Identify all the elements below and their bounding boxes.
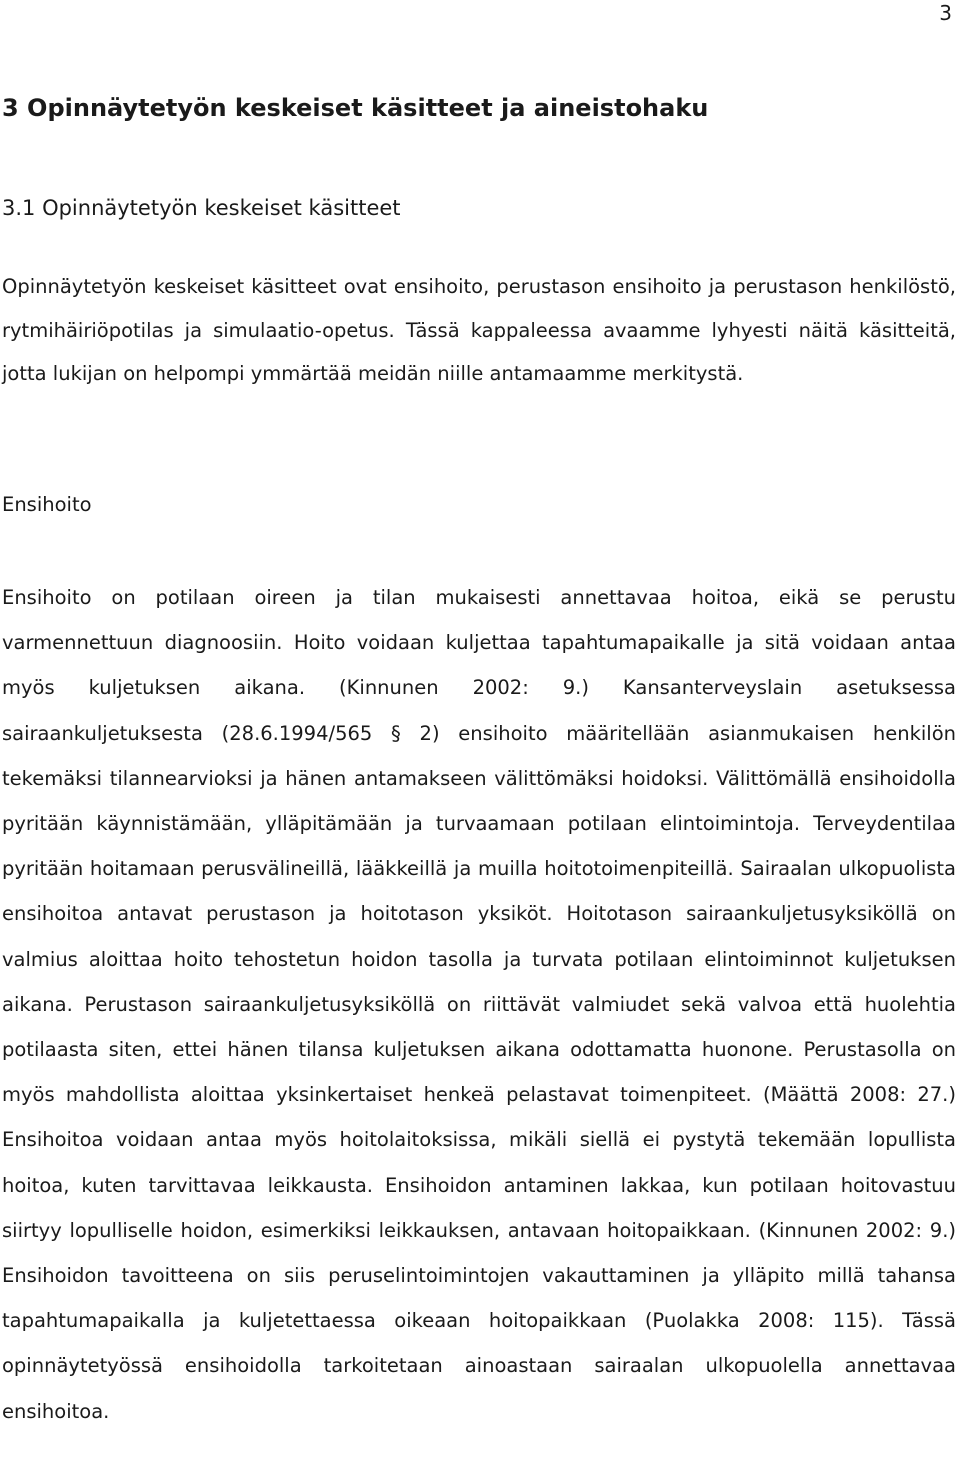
ensihoito-paragraph: Ensihoito on potilaan oireen ja tilan mukaisesti annettavaa hoitoa, eikä se perustu varmennettuun diagnoosiin. Hoito voidaan kuljettaa tapahtumapaikalle ja sitä voidaan antaa myös kuljetuksen aikana. (Kinnunen 2002: 9.) Kansanterveyslain asetuksessa sairaankuljetuksesta (28.6.1994/565 § 2) ensihoito määritellään asianmukaisen henkilön tekemäksi tilannearvioksi ja hänen antamakseen välittömäksi hoidoksi. Välittömällä ensihoidolla pyritään käynnistämään, ylläpitämään ja turvaamaan potilaan elintoimintoja. Terveydentilaa pyritään hoitamaan perusvälineillä, lääkkeillä ja muilla hoitotoimenpiteillä. Sairaalan ulkopuolista ensihoitoa antavat perustason ja hoitotason yksiköt. Hoitotason sairaankuljetusyksiköllä on valmius aloittaa hoito tehostetun hoidon tasolla ja turvata potilaan elintoiminnot kuljetuksen aikana. Perustason sairaankuljetusyksiköllä on riittävät valmiudet sekä valvoa että huolehtia potilaasta siten, ettei hänen tilansa kuljetuksen aikana odottamatta huonone. Perustasolla on myös mahdollista aloittaa yksinkertaiset henkeä pelastavat toimenpiteet. (Määttä 2008: 27.) Ensihoitoa voidaan antaa myös hoitolaitoksissa, mikäli siellä ei pystytä tekemään lopullista hoitoa, kuten tarvittavaa leikkausta. Ensihoidon antaminen lakkaa, kun potilaan hoitovastuu siirtyy lopulliselle hoidon, esimerkiksi leikkauksen, antavaan hoitopaikkaan. (Kinnunen 2002: 9.) Ensihoidon tavoitteena on siis peruselintoimintojen vakauttaminen ja ylläpito millä tahansa tapahtumapaikalla ja kuljetettaessa oikeaan hoitopaikkaan (Puolakka 2008: 115). Tässä opinnäytetyössä ensihoidolla tarkoitetaan ainoastaan sairaalan ulkopuolella annettavaa ensihoitoa. [2,586,956,1423]
page-number: 3 [939,1,952,25]
intro-paragraph: Opinnäytetyön keskeiset käsitteet ovat ensihoito, perustason ensihoito ja perustason henkilöstö, rytmihäiriöpotilas ja simulaatio-opetus. Tässä kappaleessa avaamme lyhyesti näitä käsitteitä, jotta lukijan on helpompi ymmärtää meidän niille antamaamme merkitystä. [2,275,956,385]
section-heading: 3.1 Opinnäytetyön keskeiset käsitteet [2,196,401,220]
subsection-heading: Ensihoito [2,493,92,516]
chapter-heading: 3 Opinnäytetyön keskeiset käsitteet ja aineistohaku [2,94,709,122]
